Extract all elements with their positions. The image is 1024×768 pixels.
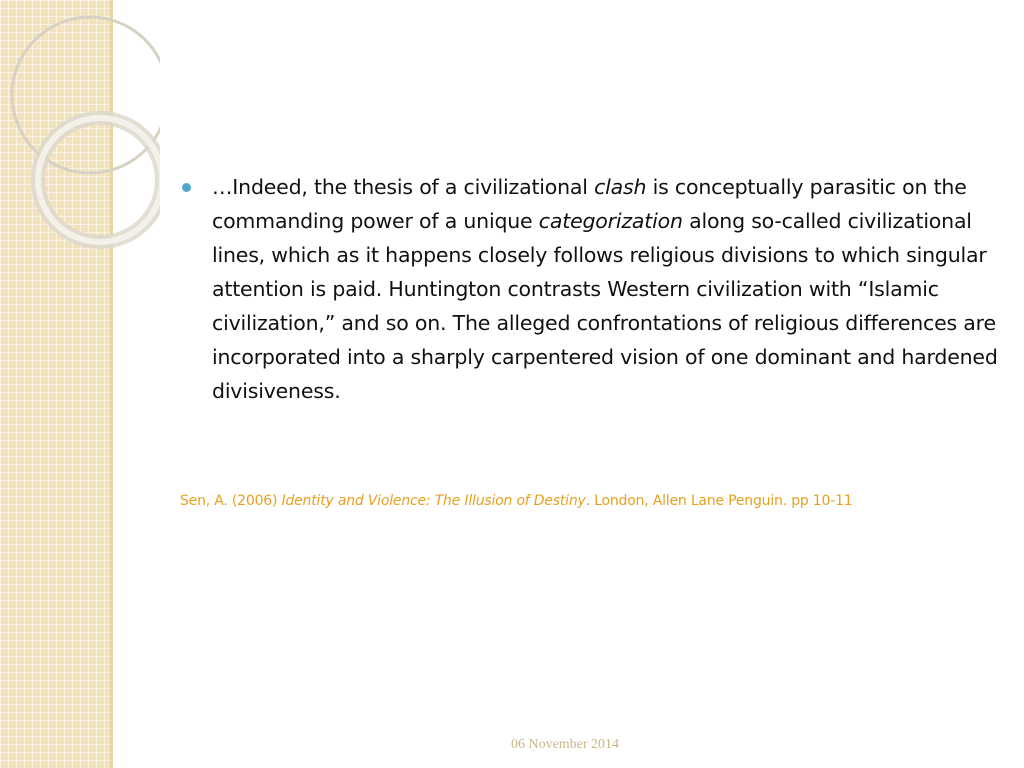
upper-ring — [12, 17, 160, 173]
bullet-icon — [182, 183, 191, 192]
citation-author: Sen, A. (2006) — [180, 493, 282, 509]
list-item — [180, 170, 1000, 408]
decorative-rings — [0, 0, 160, 300]
quote-text — [212, 170, 1000, 408]
footer-date: 06 November 2014 — [510, 737, 620, 752]
quote-italic-term: categorization — [538, 209, 683, 233]
lower-ring-inner — [38, 118, 160, 242]
quote-segment: is conceptually parasitic on the commanding power of a unique — [212, 175, 967, 233]
quote-segment: …Indeed, the thesis of a civilizational — [212, 175, 595, 199]
quote-segment: along so-called civilizational lines, which as it happens closely follows religious divisions to which singular attention is paid. Huntington contrasts Western civilization with “Islamic civilization,” and so on. The alleged confrontations of religious differences are incorporated into a sharply carpentered vision of one dominant and hardened divisiveness. — [212, 209, 998, 403]
quote-italic-term: clash — [594, 175, 647, 199]
citation-publisher: . London, Allen Lane Penguin. pp 10-11 — [585, 493, 853, 509]
citation — [180, 493, 1010, 509]
bullet-list — [180, 170, 1000, 408]
citation-title: Identity and Violence: The Illusion of Destiny — [281, 493, 586, 509]
